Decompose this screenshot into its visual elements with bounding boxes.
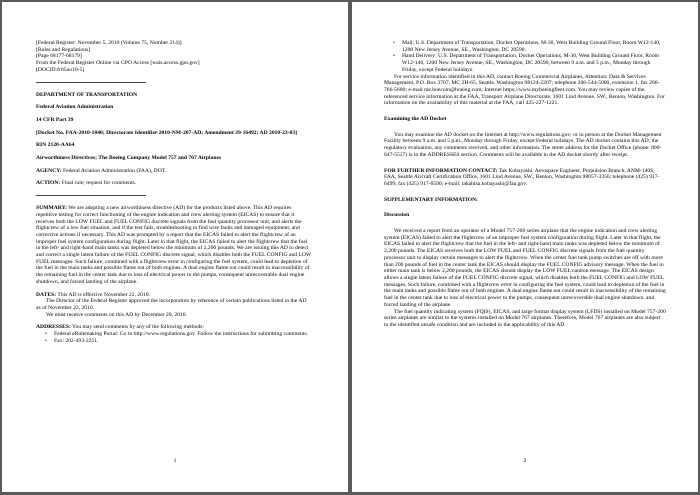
addresses-text: You may send comments by any of the following methods: xyxy=(70,324,204,331)
summary-text: We are adopting a new airworthiness directive (AD) for the products listed above. This AD requires repetitive testing for correct functioning of the engine indication and crew alerting system (EICAS) to ensure that it receives both the LOW FUEL and FUEL CONFIG discrete signals from the fuel quantity processor unit, and alerts the flightcrew of a low fuel situation, and if the test fails, troubleshooting to find wire faults and damaged equipment, and corrective actions if necessary. This AD was prompted by a report that the EICAS failed to alert the flightcrew of an improper fuel system configuration during flight. Later in that flight, the EICAS failed to alert the flightcrew that the fuel in the left- and right-hand main tanks was depleted below the minimum of 2,200 pounds. We are issuing this AD to detect and correct a single latent failure of the FUEL CONFIG discrete signal, which disables both the FUEL CONFIG and LOW FUEL messages. Such failure, combined with a flightcrew error in configuring the fuel system, could lead to depletion of the fuel in the main tanks and possible flame out of both engines. A dual engine flame out could result in inaccessibility of the remaining fuel in the center tank due to loss of electrical power to the pumps, consequent unrecoverable dual engine shutdown, and forced landing of the airplane. xyxy=(36,205,312,285)
cfr-part: 14 CFR Part 39 xyxy=(36,116,74,123)
page-2-content xyxy=(384,40,666,329)
dates-text: This AD is effective November 22, 2010. xyxy=(56,291,150,298)
summary-paragraph xyxy=(36,205,312,285)
discussion-paragraph: The fuel quantity indicating system (FQIS), EICAS, and large format display system (LFDS) installed on Model 757-200 series airplanes are similar to the systems installed on Model 767 airplanes. Therefore, Model 767 airplanes are also subject to the identified unsafe condition and are included in the applicability of this AD. xyxy=(384,308,666,328)
list-item: • Fax: 202-493-2251. xyxy=(54,338,312,345)
action-label: ACTION: xyxy=(36,180,61,187)
page-1 xyxy=(2,2,348,492)
action-text: Final rule; request for comments. xyxy=(60,180,137,187)
examining-heading: Examining the AD Docket xyxy=(384,116,447,123)
examining-paragraph: You may examine the AD docket on the Internet at http://www.regulations.gov; or in person at the Docket Management Facility between 9 a.m. and 5 p.m., Monday through Friday, except Federal holidays. The AD docket contains this AD, the regulatory evaluation, any comments received, and other information. The street address for the Docket Office (phone: 800-647-5527) is in the ADDRESSES section. Comments will be available in the AD docket shortly after receipt. xyxy=(384,131,662,158)
supplementary-heading: SUPPLEMENTARY INFORMATION: xyxy=(384,196,479,203)
addresses-list xyxy=(36,331,312,344)
list-item: • Hand Delivery: U.S. Department of Transportation, Docket Operations, M-30, West Building Ground Floor, Room W12-140, 1200 New Jersey Avenue, SE., Washington, DC 20590, between 9 a.m. and 5 p.m., Monday through Friday, except Federal holidays. xyxy=(402,53,666,73)
addresses-list-continued xyxy=(384,40,666,74)
service-information: For service information identified in this AD, contact Boeing Commercial Airplanes, Attention: Data & Services Management, P.O. Box 3707, MC 2H-65, Seattle, Washington 98124-2207; telephone 206-544-5000, extension 1, fax 206-766-5680; e-mail me.boecom@boeing.com; Internet https://www.myboeingfleet.com. You may review copies of the referenced service information at the FAA, Transport Airplane Directorate, 1601 Lind Avenue, SW., Renton, Washington. For information on the availability of this material at the FAA, call 425-227-1221. xyxy=(384,73,665,107)
agency-label: AGENCY: xyxy=(36,167,62,174)
addresses-label: ADDRESSES: xyxy=(36,324,71,331)
page-2 xyxy=(352,2,698,492)
document-title: Airworthiness Directives; The Boeing Company Model 757 and 767 Airplanes xyxy=(36,155,222,162)
action-line xyxy=(36,180,312,187)
header-line: [DOCID:fr05no10-5] xyxy=(36,66,85,73)
header-line: [Federal Register: November 5, 2010 (Volume 75, Number 214)] xyxy=(36,40,182,46)
header-line: [Page 68177-68179] xyxy=(36,53,82,60)
list-item: • Mail: U.S. Department of Transportation, Docket Operations, M-30, West Building Ground Floor, Room W12-140, 1200 New Jersey Avenue, SE., Washington, DC 20590. xyxy=(402,40,666,53)
divider xyxy=(36,82,146,83)
header-line: From the Federal Register Online via GPO Access [wais.access.gpo.gov] xyxy=(36,60,200,67)
page-1-content xyxy=(36,40,312,345)
dates-incorporation: The Director of the Federal Register approved the incorporation by reference of certain publications listed in the AD as of November 22, 2010. xyxy=(36,298,307,311)
agency-line xyxy=(36,168,312,175)
dates-comments: We must receive comments on this AD by December 20, 2010. xyxy=(46,311,187,318)
rin: RIN 2120-AA64 xyxy=(36,142,75,149)
page-number: 2 xyxy=(523,458,527,464)
divider xyxy=(36,195,146,196)
department-heading: DEPARTMENT OF TRANSPORTATION xyxy=(36,91,138,98)
page-number: 1 xyxy=(173,458,177,464)
dates-label: DATES: xyxy=(36,291,57,298)
contact-label: FOR FURTHER INFORMATION CONTACT: xyxy=(384,167,498,174)
list-item: • Federal eRulemaking Portal: Go to http://www.regulations.gov. Follow the instructions for submitting comments. xyxy=(54,331,312,338)
discussion-heading: Discussion xyxy=(384,212,410,219)
contact-text: Tak Kobayashi, Aerospace Engineer, Propulsion Branch, ANM-140S, FAA, Seattle Aircraft Certification Office, 1601 Lind Avenue, SW., Renton, Washington 98057-3356; telephone (425) 917-6499; fax (425) 917-6590; e-mail: takahisa.kobayashi@faa.gov. xyxy=(384,167,660,187)
agency-text: Federal Aviation Administration (FAA), DOT. xyxy=(61,167,167,174)
header-line: [Rules and Regulations] xyxy=(36,46,91,53)
contact-paragraph xyxy=(384,168,666,188)
docket-number: [Docket No. FAA-2010-1040; Directorate Identifier 2010-NM-207-AD; Amendment 39-16492; AD 2010-23-03] xyxy=(36,129,297,136)
discussion-paragraph: We received a report from an operator of a Model 757-200 series airplane that the engine indication and crew alerting system (EICAS) failed to alert the flightcrew of an improper fuel system configuration during flight. Later in that flight, the EICAS failed to alert the flightcrew that the fuel in the left- and right-hand main tanks was depleted below the minimum of 2,200 pounds. The EICAS receives both the LOW FUEL and FUEL CONFIG discrete signals from the fuel quantity processor unit to display certain messages to alert the flightcrew. When the center fuel tank pump switches are off with more than 200 pounds of fuel in the center tank the EICAS should display the FUEL CONFIG advisory message. When the fuel in either main tank is below 2,200 pounds, the EICAS should display the LOW FUEL caution message. The EICAS design allows a single latent failure of the FUEL CONFIG discrete signal, which disables both the FUEL CONFIG and LOW FUEL messages. Such failure, combined with a flightcrew error in configuring the fuel system, could lead to depletion of the fuel in the main tanks and possible flame out of both engines. A dual engine flame out could result in inaccessibility of the remaining fuel in the center tank due to loss of electrical power to the pumps, consequent unrecoverable dual engine shutdown, and forced landing of the airplane. xyxy=(384,228,666,308)
summary-label: SUMMARY: xyxy=(36,205,67,212)
agency-name: Federal Aviation Administration xyxy=(36,104,114,111)
